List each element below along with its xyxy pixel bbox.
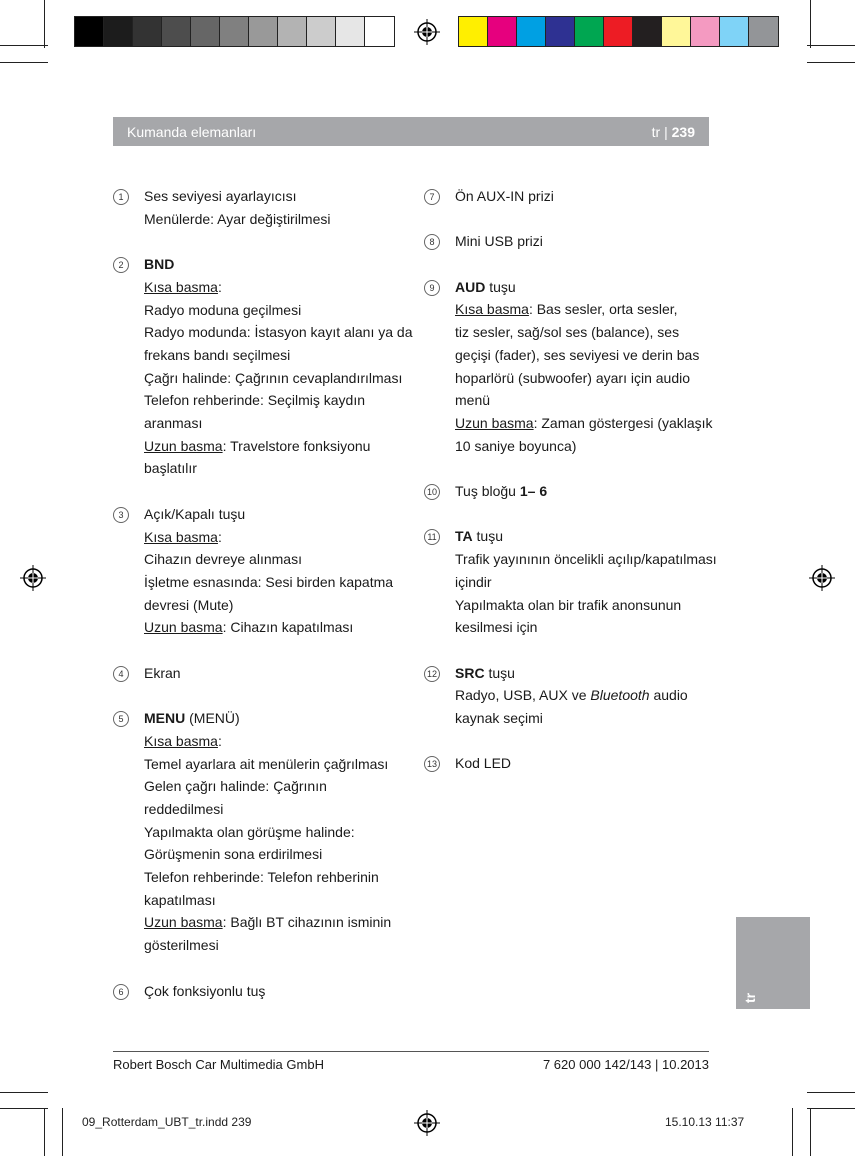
registration-mark-icon (414, 19, 440, 45)
description-text: Telefon rehberinde: Seçilmiş kaydın (144, 392, 366, 409)
color-swatch (307, 17, 336, 46)
color-swatch (278, 17, 307, 46)
color-swatch (75, 17, 104, 46)
item-number-badge: 11 (424, 529, 440, 545)
item-description (455, 525, 717, 639)
description-line (144, 753, 391, 776)
item-description (455, 662, 688, 730)
slug-date-time: 15.10.13 11:37 (665, 1115, 745, 1129)
item-number-badge: 1 (113, 189, 129, 205)
item-number-badge: 9 (424, 280, 440, 296)
color-swatch (365, 17, 394, 46)
item-description (144, 707, 391, 957)
page-number: 239 (671, 123, 695, 140)
description-text: tuşu (484, 664, 515, 681)
description-text: devresi (Mute) (144, 596, 234, 613)
description-text: kesilmesi için (455, 619, 538, 636)
press-type-label: Uzun basma (144, 914, 223, 931)
slug-file: 09_Rotterdam_UBT_tr.indd 239 (82, 1115, 252, 1129)
crop-mark (810, 0, 811, 48)
description-text: içindir (455, 573, 492, 590)
description-text: Radyo, USB, AUX ve (455, 687, 591, 704)
item-description (144, 185, 331, 230)
description-line (144, 253, 413, 276)
section-title: Kumanda elemanları (127, 123, 257, 140)
description-text: Temel ayarlara ait menülerin çağrılması (144, 755, 389, 772)
description-text: menü (455, 392, 491, 409)
description-text: frekans bandı seçilmesi (144, 346, 291, 363)
item-description (144, 980, 265, 1003)
description-text: Yapılmakta olan bir trafik anonsunun (455, 596, 682, 613)
footer-rule (113, 1051, 709, 1052)
press-type-label: Uzun basma (144, 619, 223, 636)
description-text: : (217, 528, 222, 545)
description-text: Menülerde: Ayar değiştirilmesi (144, 210, 331, 227)
description-line (455, 548, 717, 571)
color-swatch (546, 17, 575, 46)
description-line (455, 412, 713, 435)
description-text: Ekran (144, 664, 181, 681)
description-line (144, 457, 413, 480)
description-line (455, 367, 713, 390)
control-name: SRC (455, 664, 485, 681)
description-line (455, 298, 713, 321)
description-line (455, 230, 543, 253)
description-line (144, 548, 393, 571)
item-description (455, 276, 713, 458)
color-swatch (220, 17, 249, 46)
description-text: kaynak seçimi (455, 710, 543, 727)
description-text: audio (649, 687, 688, 704)
footer-doc-ref: 7 620 000 142/143 | 10.2013 (542, 1057, 709, 1072)
process-color-bar (458, 16, 779, 47)
press-type-label: Kısa basma (144, 528, 218, 545)
description-line (455, 525, 717, 548)
page-locator (652, 124, 695, 140)
right-column (424, 185, 717, 798)
description-line (144, 367, 413, 390)
color-swatch (575, 17, 604, 46)
description-line (144, 616, 393, 639)
item-description (144, 503, 393, 639)
crop-mark (807, 62, 855, 63)
description-line (144, 843, 391, 866)
registration-mark-icon (20, 565, 46, 591)
item-number-badge: 3 (113, 507, 129, 523)
item-number-badge: 4 (113, 666, 129, 682)
control-name: MENU (144, 710, 186, 727)
color-swatch (191, 17, 220, 46)
control-name: BND (144, 256, 175, 273)
description-line (455, 571, 717, 594)
description-line (455, 684, 688, 707)
description-text: (MENÜ) (185, 710, 240, 727)
control-item (113, 662, 413, 685)
description-line (455, 752, 511, 775)
description-text: Gelen çağrı halinde: Çağrının (144, 778, 327, 795)
page-separator: | (660, 123, 672, 140)
language-code: tr (651, 123, 661, 140)
crop-mark (810, 1108, 811, 1156)
crop-mark (0, 1108, 48, 1109)
color-swatch (162, 17, 191, 46)
control-item (113, 185, 413, 230)
description-text: hoparlörü (subwoofer) ayarı için audio (455, 369, 691, 386)
description-text: tuşu (485, 278, 516, 295)
crop-mark (807, 45, 855, 46)
description-line (455, 344, 713, 367)
crop-mark (0, 1092, 48, 1093)
description-text: kapatılması (144, 891, 216, 908)
description-line (144, 276, 413, 299)
description-line (455, 616, 717, 639)
description-line (455, 594, 717, 617)
item-description (144, 253, 413, 480)
description-line (144, 866, 391, 889)
crop-mark (0, 62, 48, 63)
crop-mark (792, 1108, 793, 1156)
crop-mark (0, 45, 48, 46)
control-name: 1– 6 (519, 483, 548, 500)
crop-mark (44, 1108, 45, 1156)
description-text: : Cihazın kapatılması (222, 619, 354, 636)
description-line (144, 412, 413, 435)
color-swatch (749, 17, 778, 46)
description-line (144, 503, 393, 526)
description-text: Radyo modunda: İstasyon kayıt alanı ya da (144, 324, 413, 341)
color-swatch (249, 17, 278, 46)
registration-mark-icon (809, 565, 835, 591)
description-text: Bluetooth (590, 687, 650, 704)
description-line (144, 934, 391, 957)
color-swatch (720, 17, 749, 46)
description-line (144, 321, 413, 344)
item-number-badge: 8 (424, 234, 440, 250)
description-line (455, 435, 713, 458)
section-header (113, 117, 709, 146)
description-line (144, 730, 391, 753)
description-line (144, 911, 391, 934)
description-text: gösterilmesi (144, 937, 219, 954)
description-text: Trafik yayınının öncelikli açılıp/kapatılması (455, 551, 717, 568)
control-item (424, 230, 714, 253)
item-description (455, 230, 543, 253)
control-item (113, 253, 413, 480)
language-side-tab (736, 917, 810, 1009)
press-type-label: Uzun basma (455, 415, 534, 431)
description-line (144, 707, 391, 730)
description-text: reddedilmesi (144, 800, 224, 817)
control-item (113, 707, 413, 957)
item-number-badge: 2 (113, 257, 129, 273)
description-line (455, 185, 554, 208)
description-line (144, 980, 265, 1003)
description-text: : Bas sesler, orta sesler, (528, 301, 678, 318)
crop-mark (807, 1108, 855, 1109)
description-line (455, 276, 713, 299)
color-swatch (604, 17, 633, 46)
description-text: Açık/Kapalı tuşu (144, 505, 246, 522)
color-swatch (691, 17, 720, 46)
description-text: geçişi (fader), ses seviyesi ve derin bas (455, 346, 700, 363)
description-text: Mini USB prizi (455, 233, 543, 250)
item-number-badge: 6 (113, 984, 129, 1000)
description-line (455, 480, 547, 503)
description-line (144, 662, 181, 685)
description-text: : Travelstore fonksiyonu (222, 437, 371, 454)
item-description (455, 752, 511, 775)
description-text: Cihazın devreye alınması (144, 551, 302, 568)
description-line (144, 208, 331, 231)
color-swatch (662, 17, 691, 46)
item-description (455, 185, 554, 208)
control-item (113, 503, 413, 639)
description-line (455, 707, 688, 730)
description-text: aranması (144, 415, 203, 432)
description-text: 10 saniye boyunca) (455, 437, 577, 454)
crop-mark (44, 0, 45, 48)
description-line (144, 821, 391, 844)
description-line (455, 389, 713, 412)
description-text: Ses seviyesi ayarlayıcısı (144, 188, 297, 204)
press-type-label: Kısa basma (144, 278, 218, 295)
item-description (144, 662, 181, 685)
description-line (144, 775, 391, 798)
description-line (144, 435, 413, 458)
control-item (424, 525, 717, 639)
description-text: Kod LED (455, 755, 512, 772)
description-text: Çağrı halinde: Çağrının cevaplandırılması (144, 369, 403, 386)
press-type-label: Uzun basma (144, 437, 223, 454)
description-line (144, 889, 391, 912)
press-type-label: Kısa basma (455, 301, 529, 318)
item-number-badge: 13 (424, 756, 440, 772)
control-name: TA (455, 528, 473, 545)
description-text: Telefon rehberinde: Telefon rehberinin (144, 869, 379, 886)
footer-company: Robert Bosch Car Multimedia GmbH (113, 1057, 324, 1072)
description-text: Yapılmakta olan görüşme halinde: (144, 823, 355, 840)
color-swatch (459, 17, 488, 46)
control-item (424, 752, 714, 775)
description-text: başlatılır (144, 460, 197, 477)
description-text: Ön AUX-IN prizi (455, 188, 554, 204)
control-item (424, 662, 714, 730)
color-swatch (517, 17, 546, 46)
description-line (455, 321, 713, 344)
crop-mark (62, 1108, 63, 1156)
description-line (144, 798, 391, 821)
item-number-badge: 10 (424, 484, 440, 500)
color-swatch (633, 17, 662, 46)
item-number-badge: 5 (113, 711, 129, 727)
control-item (113, 980, 413, 1003)
description-line (144, 526, 393, 549)
description-line (144, 299, 413, 322)
side-tab-label: tr (742, 992, 758, 1003)
description-text: : (217, 278, 222, 295)
control-item (424, 480, 714, 503)
color-swatch (336, 17, 365, 46)
description-text: tiz sesler, sağ/sol ses (balance), ses (455, 324, 680, 341)
control-item (424, 185, 714, 208)
description-text: Radyo moduna geçilmesi (144, 301, 302, 318)
description-text: : (217, 732, 222, 749)
press-type-label: Kısa basma (144, 732, 218, 749)
description-line (144, 389, 413, 412)
color-swatch (133, 17, 162, 46)
item-description (455, 480, 547, 503)
description-text: İşletme esnasında: Sesi birden kapatma (144, 573, 394, 590)
registration-mark-icon (414, 1110, 440, 1136)
description-text: Görüşmenin sona erdirilmesi (144, 846, 323, 863)
control-item (424, 276, 714, 458)
control-name: AUD (455, 278, 486, 295)
description-line (455, 662, 688, 685)
description-line (144, 344, 413, 367)
description-text: Tuş bloğu (455, 483, 520, 500)
color-swatch (104, 17, 133, 46)
description-text: tuşu (472, 528, 503, 545)
item-number-badge: 12 (424, 666, 440, 682)
description-line (144, 185, 331, 208)
description-line (144, 571, 393, 594)
color-swatch (488, 17, 517, 46)
grayscale-color-bar (74, 16, 395, 47)
left-column (113, 185, 413, 1025)
description-line (144, 594, 393, 617)
item-number-badge: 7 (424, 189, 440, 205)
description-text: : Bağlı BT cihazının isminin (222, 914, 392, 931)
description-text: : Zaman göstergesi (yaklaşık (533, 415, 713, 431)
crop-mark (807, 1092, 855, 1093)
description-text: Çok fonksiyonlu tuş (144, 982, 266, 999)
